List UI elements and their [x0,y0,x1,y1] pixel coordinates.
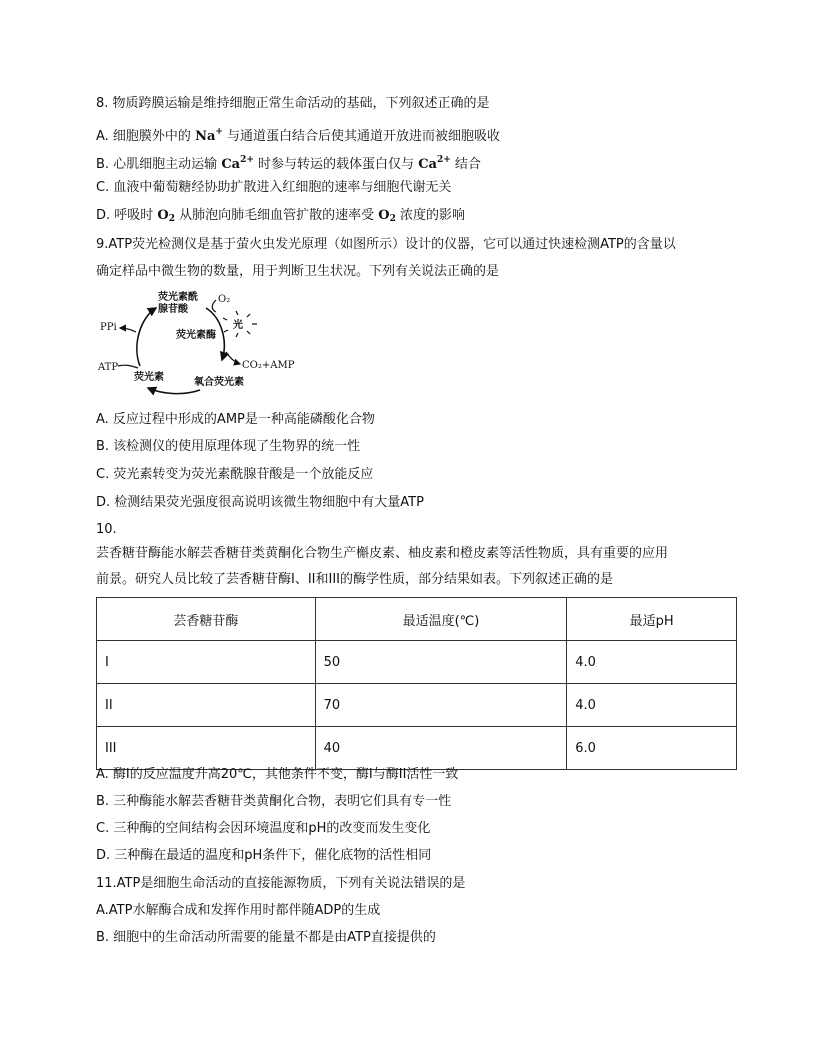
luciferase-reaction-diagram [96,288,306,400]
q8-option-d: D. 呼吸时 $O_2$ 从肺泡向肺毛细血管扩散的速率受 $O_2$ 浓度的影响 [96,208,466,224]
q8-option-b: B. 心肌细胞主动运输 $Ca^{2+}$ 时参与转运的载体蛋白仅与 $Ca^{2+}$ 结合 [96,155,481,172]
table-header-row [97,598,737,641]
q8-option-a: A. 细胞膜外中的 Na+ 与通道蛋白结合后使其通道开放进而被细胞吸收 [96,127,501,144]
table-cell: 4.0 [567,684,737,727]
q8-option-c: C. 血液中葡萄糖经协助扩散进入红细胞的速率与细胞代谢无关 [96,180,452,195]
table-header: 芸香糖苷酶 [97,598,316,641]
enzyme-properties-table [96,597,737,770]
light-burst-icon [223,311,257,337]
table-header: 最适温度(℃) [315,598,567,641]
q11-option-b: B. 细胞中的生命活动所需要的能量不都是由ATP直接提供的 [96,930,436,945]
q11-option-a: A.ATP水解酶合成和发挥作用时都伴随ADP的生成 [96,903,381,918]
label-co2-amp: CO₂+AMP [242,360,295,371]
label-atp: ATP [98,362,119,373]
label-luciferyl-adenylate-2: 腺苷酸 [158,304,188,315]
q9-option-b: B. 该检测仪的使用原理体现了生物界的统一性 [96,439,361,454]
q11-stem: 11.ATP是细胞生命活动的直接能源物质，下列有关说法错误的是 [96,876,466,891]
label-ppi: PPi [100,322,117,333]
label-light: 光 [233,320,243,331]
table-cell: I [97,641,316,684]
q9-option-d: D. 检测结果荧光强度很高说明该微生物细胞中有大量ATP [96,495,424,510]
label-luciferin: 荧光素 [134,372,164,383]
q10-stem-line1: 芸香糖苷酶能水解芸香糖苷类黄酮化合物生产槲皮素、柚皮素和橙皮素等活性物质，具有重要的应用 [96,546,669,561]
label-o2: O₂ [218,294,231,305]
q9-stem-line1: 9.ATP荧光检测仪是基于萤火虫发光原理（如图所示）设计的仪器，它可以通过快速检测ATP的含量以 [96,237,676,252]
q10-option-a: A. 酶I的反应温度升高20℃，其他条件不变，酶I与酶II活性一致 [96,767,459,782]
q9-option-a: A. 反应过程中形成的AMP是一种高能磷酸化合物 [96,412,375,427]
table-cell: III [97,727,316,770]
label-luciferyl-adenylate-1: 荧光素酰 [158,292,198,303]
table-cell: 4.0 [567,641,737,684]
table-row [97,684,737,727]
table-cell: II [97,684,316,727]
q9-stem-line2: 确定样品中微生物的数量，用于判断卫生状况。下列有关说法正确的是 [96,264,500,279]
label-luciferase: 荧光素酶 [176,330,216,341]
table-header: 最适pH [567,598,737,641]
q10-stem-line2: 前景。研究人员比较了芸香糖苷酶I、II和III的酶学性质，部分结果如表。下列叙述正确的是 [96,572,614,587]
table-cell: 40 [315,727,567,770]
table-cell: 6.0 [567,727,737,770]
table-cell: 70 [315,684,567,727]
q10-number: 10. [96,522,117,537]
table-row [97,727,737,770]
table-row [97,641,737,684]
q10-option-b: B. 三种酶能水解芸香糖苷类黄酮化合物，表明它们具有专一性 [96,794,452,809]
table-cell: 50 [315,641,567,684]
label-oxyluciferin: 氧合荧光素 [194,377,244,388]
q10-option-c: C. 三种酶的空间结构会因环境温度和pH的改变而发生变化 [96,821,431,836]
q9-option-c: C. 荧光素转变为荧光素酰腺苷酸是一个放能反应 [96,467,374,482]
q8-stem: 8. 物质跨膜运输是维持细胞正常生命活动的基础，下列叙述正确的是 [96,96,490,111]
q10-option-d: D. 三种酶在最适的温度和pH条件下，催化底物的活性相同 [96,848,432,863]
